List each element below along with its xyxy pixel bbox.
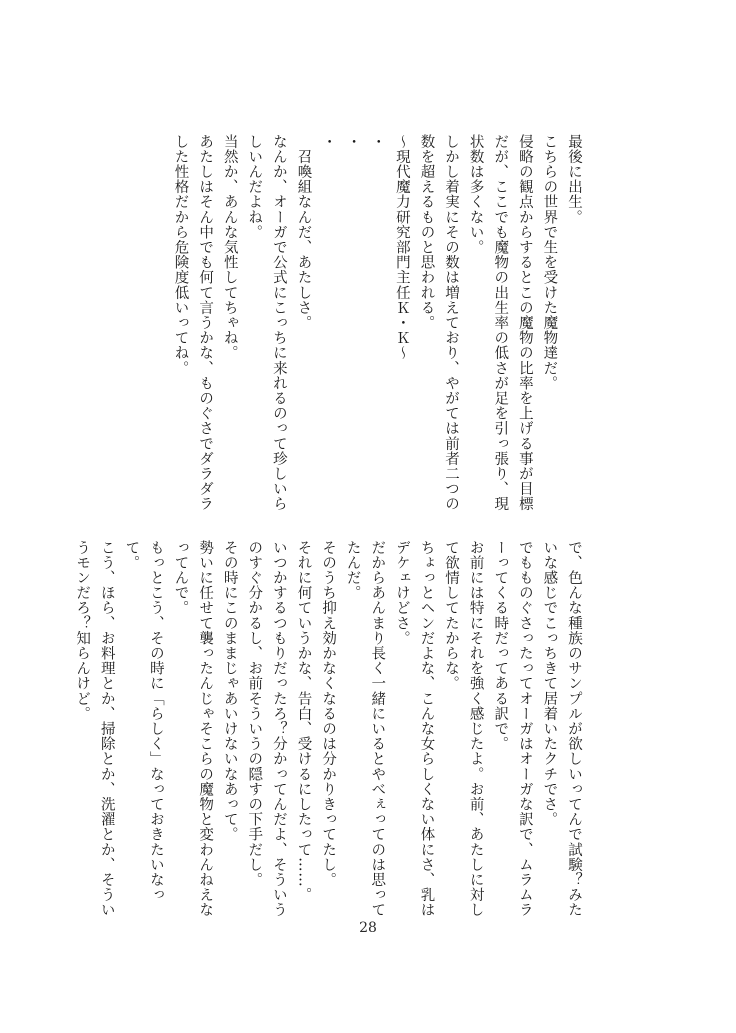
separator-dot: ・ <box>320 134 337 149</box>
text-line: ってんで。 <box>172 540 189 616</box>
text-line: だからあんまり長く一緒にいるとやべぇってのは思って <box>369 540 386 918</box>
top-text-block <box>168 134 586 534</box>
attribution-line: ～現代魔力研究部門主任Ｋ・Ｋ～ <box>393 134 410 361</box>
text-line: て欲情してたからな。 <box>443 540 460 691</box>
text-line: した性格だから危険度低いってね。 <box>172 134 189 376</box>
text-line: もっとこう、その時に「らしく」なっておきたいなっ <box>147 540 164 903</box>
text-line: いつかするつもりだったろ？分かってんだよ、そういう <box>270 540 287 918</box>
text-line: しかし着実にその数は増えており、やがては前者二つの <box>443 134 460 512</box>
text-line: いな感じでこっちきて居着いたクチでさ。 <box>541 540 558 827</box>
text-line: それに何ていうかな、告白、受けるにしたって……。 <box>295 540 312 903</box>
text-line: ちょっとヘンだよな、こんな女らしくない体にさ、乳は <box>418 540 435 918</box>
text-line: うモンだろ？知らんけど。 <box>74 540 91 722</box>
text-line: のすぐ分かるし、お前そういうの隠すの下手だし。 <box>246 540 263 888</box>
text-line: こう、ほら、お料理とか、掃除とか、洗濯とか、そうい <box>98 540 115 918</box>
text-line: で、色んな種族のサンプルが欲しいってんで試験？みた <box>566 540 582 918</box>
text-line: でもものぐさったってオーガはオーガな訳で、ムラムラ <box>516 540 533 918</box>
text-line: しいんだよね。 <box>246 134 263 240</box>
text-line: 召喚組なんだ、あたしさ。 <box>295 134 312 331</box>
page-number: 28 <box>359 920 377 936</box>
text-line: お前には特にそれを強く感じたよ。お前、あたしに対し <box>467 540 484 918</box>
text-line: 最後に出生。 <box>566 134 582 225</box>
text-line: て。 <box>123 540 140 571</box>
text-line: 数を超えるものと思われる。 <box>418 134 435 331</box>
text-line: 侵略の観点からするとこの魔物の比率を上げる事が目標 <box>516 134 533 512</box>
text-line: なんか、オーガで公式にこっちに来れるのって珍しいら <box>270 134 287 512</box>
text-line: その時にこのままじゃあいけないなあって。 <box>221 540 238 842</box>
text-line: こちらの世界で生を受けた魔物達だ。 <box>541 134 558 391</box>
text-line: たんだ。 <box>344 540 361 601</box>
text-line: 勢いに任せて襲ったんじゃそこらの魔物と変わんねえな <box>197 540 214 918</box>
text-line: ーってくる時だってある訳で。 <box>492 540 509 752</box>
text-line: 当然か、あんな気性してちゃね。 <box>221 134 238 361</box>
text-line: デケェけどさ。 <box>393 540 410 646</box>
text-line: 状数は多くない。 <box>467 134 484 255</box>
separator-dot: ・ <box>369 134 386 149</box>
text-line: だが、ここでも魔物の出生率の低さが足を引っ張り、現 <box>492 134 509 512</box>
text-line: あたしはそん中でも何て言うかな、ものぐさでダラダラ <box>197 134 214 512</box>
separator-dot: ・ <box>344 134 361 149</box>
bottom-text-block <box>70 540 586 918</box>
text-line: そのうち抑え効かなくなるのは分かりきってたし。 <box>320 540 337 888</box>
